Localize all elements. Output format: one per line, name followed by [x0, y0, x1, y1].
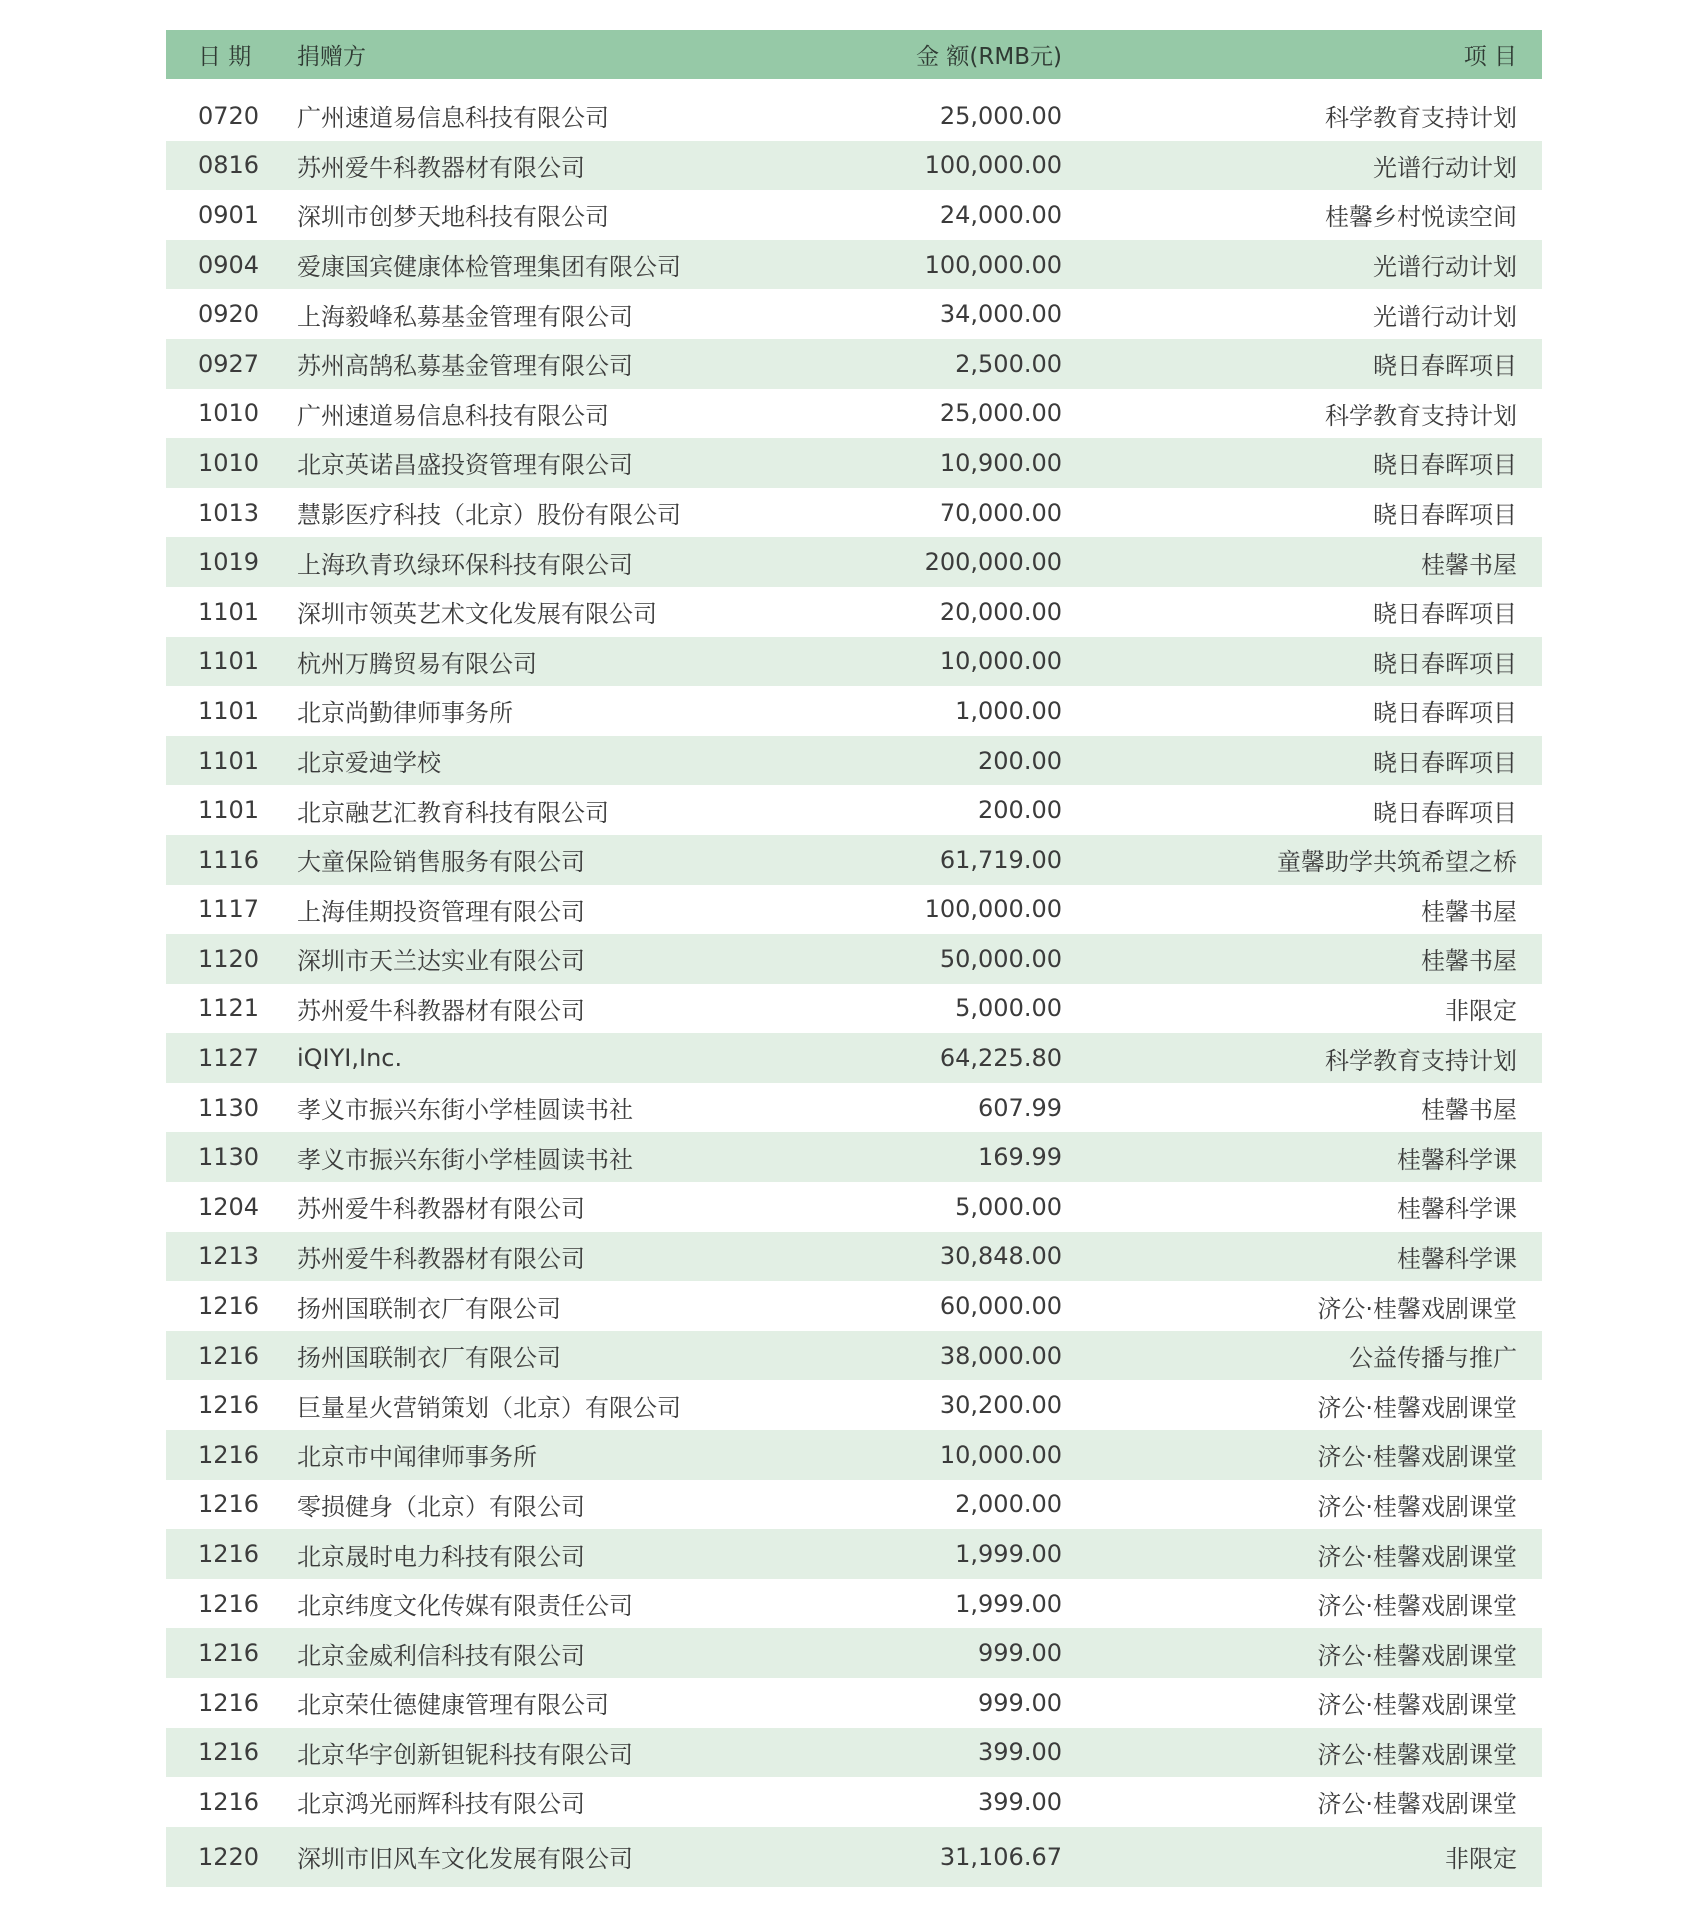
cell-amount: 20,000.00: [939, 597, 1062, 626]
table-row: [166, 637, 1542, 687]
donation-table: [166, 30, 1542, 1887]
table-row: [166, 885, 1542, 935]
cell-date: 1216: [198, 1341, 260, 1370]
table-row: [166, 289, 1542, 339]
cell-project: 晓日春晖项目: [1373, 649, 1517, 678]
cell-date: 1116: [198, 845, 260, 874]
cell-project: 晓日春晖项目: [1373, 798, 1517, 827]
cell-amount: 399.00: [978, 1738, 1062, 1767]
table-row: [166, 141, 1542, 191]
cell-donor: 苏州高鹄私募基金管理有限公司: [297, 352, 633, 381]
cell-donor: 北京纬度文化传媒有限责任公司: [297, 1592, 633, 1621]
table-row: [166, 1579, 1542, 1629]
cell-amount: 2,000.00: [955, 1490, 1062, 1519]
table-row: [166, 984, 1542, 1034]
table-row: [166, 1728, 1542, 1778]
cell-project: 济公·桂馨戏剧课堂: [1317, 1443, 1517, 1472]
cell-donor: 广州速道易信息科技有限公司: [297, 104, 609, 133]
table-row: [166, 1480, 1542, 1530]
cell-project: 桂馨书屋: [1421, 1096, 1517, 1125]
cell-donor: 广州速道易信息科技有限公司: [297, 401, 609, 430]
cell-date: 1120: [198, 944, 260, 973]
table-row: [166, 1529, 1542, 1579]
cell-project: 济公·桂馨戏剧课堂: [1317, 1542, 1517, 1571]
cell-date: 1117: [198, 895, 260, 924]
cell-project: 科学教育支持计划: [1325, 104, 1517, 133]
cell-date: 1216: [198, 1688, 260, 1717]
cell-amount: 10,900.00: [939, 448, 1062, 477]
table-row: [166, 488, 1542, 538]
table-row: [166, 1777, 1542, 1827]
cell-project: 济公·桂馨戏剧课堂: [1317, 1592, 1517, 1621]
cell-project: 济公·桂馨戏剧课堂: [1317, 1294, 1517, 1323]
cell-amount: 200,000.00: [924, 548, 1062, 577]
cell-amount: 10,000.00: [939, 1440, 1062, 1469]
cell-date: 1101: [198, 597, 260, 626]
cell-date: 1121: [198, 994, 260, 1023]
cell-date: 0901: [198, 200, 260, 229]
cell-project: 桂馨乡村悦读空间: [1325, 203, 1517, 232]
cell-donor: 北京鸿光丽辉科技有限公司: [297, 1790, 585, 1819]
cell-amount: 30,848.00: [939, 1242, 1062, 1271]
cell-amount: 24,000.00: [939, 200, 1062, 229]
table-row: [166, 389, 1542, 439]
cell-donor: 扬州国联制衣厂有限公司: [297, 1294, 561, 1323]
cell-project: 桂馨书屋: [1421, 897, 1517, 926]
cell-project: 济公·桂馨戏剧课堂: [1317, 1790, 1517, 1819]
table-row: [166, 1380, 1542, 1430]
cell-date: 1101: [198, 796, 260, 825]
cell-date: 1216: [198, 1292, 260, 1321]
cell-date: 1101: [198, 696, 260, 725]
cell-amount: 60,000.00: [939, 1292, 1062, 1321]
table-row: [166, 1331, 1542, 1381]
cell-donor: 北京晟时电力科技有限公司: [297, 1542, 585, 1571]
table-row: [166, 686, 1542, 736]
cell-date: 1216: [198, 1738, 260, 1767]
cell-amount: 61,719.00: [939, 845, 1062, 874]
cell-date: 1216: [198, 1490, 260, 1519]
cell-donor: 深圳市创梦天地科技有限公司: [297, 203, 609, 232]
cell-amount: 200.00: [978, 796, 1062, 825]
cell-donor: 苏州爱牛科教器材有限公司: [297, 1195, 585, 1224]
cell-donor: iQIYI,Inc.: [297, 1044, 403, 1073]
cell-project: 晓日春晖项目: [1373, 699, 1517, 728]
cell-amount: 100,000.00: [924, 151, 1062, 180]
cell-amount: 25,000.00: [939, 101, 1062, 130]
cell-amount: 34,000.00: [939, 300, 1062, 329]
cell-donor: 大童保险销售服务有限公司: [297, 848, 585, 877]
cell-donor: 北京英诺昌盛投资管理有限公司: [297, 451, 633, 480]
cell-donor: 孝义市振兴东街小学桂圆读书社: [297, 1096, 633, 1125]
cell-donor: 北京尚勤律师事务所: [297, 699, 513, 728]
cell-date: 1204: [198, 1192, 260, 1221]
cell-date: 1216: [198, 1440, 260, 1469]
cell-donor: 北京融艺汇教育科技有限公司: [297, 798, 609, 827]
cell-amount: 1,999.00: [955, 1589, 1062, 1618]
cell-project: 晓日春晖项目: [1373, 749, 1517, 778]
cell-project: 桂馨书屋: [1421, 947, 1517, 976]
table-body: [166, 91, 1542, 1887]
cell-amount: 999.00: [978, 1639, 1062, 1668]
table-row: [166, 1281, 1542, 1331]
cell-date: 1010: [198, 448, 260, 477]
cell-amount: 70,000.00: [939, 498, 1062, 527]
cell-project: 科学教育支持计划: [1325, 1046, 1517, 1075]
cell-amount: 30,200.00: [939, 1391, 1062, 1420]
cell-project: 童馨助学共筑希望之桥: [1277, 848, 1517, 877]
cell-date: 1216: [198, 1540, 260, 1569]
cell-amount: 50,000.00: [939, 944, 1062, 973]
cell-project: 科学教育支持计划: [1325, 401, 1517, 430]
cell-donor: 苏州爱牛科教器材有限公司: [297, 996, 585, 1025]
cell-donor: 上海玖青玖绿环保科技有限公司: [297, 550, 633, 579]
header-donor: 捐赠方: [297, 44, 366, 70]
cell-donor: 上海佳期投资管理有限公司: [297, 897, 585, 926]
cell-amount: 100,000.00: [924, 895, 1062, 924]
cell-project: 济公·桂馨戏剧课堂: [1317, 1691, 1517, 1720]
header-project: 项 目: [1463, 44, 1517, 70]
cell-date: 1213: [198, 1242, 260, 1271]
cell-date: 1013: [198, 498, 260, 527]
cell-date: 1216: [198, 1787, 260, 1816]
cell-date: 1216: [198, 1639, 260, 1668]
cell-donor: 杭州万腾贸易有限公司: [297, 649, 537, 678]
cell-amount: 64,225.80: [939, 1044, 1062, 1073]
cell-date: 1130: [198, 1143, 260, 1172]
cell-date: 1010: [198, 399, 260, 428]
cell-date: 0904: [198, 250, 260, 279]
cell-amount: 169.99: [978, 1143, 1062, 1172]
cell-donor: 爱康国宾健康体检管理集团有限公司: [297, 253, 681, 282]
cell-amount: 31,106.67: [939, 1842, 1062, 1871]
cell-date: 0920: [198, 300, 260, 329]
cell-donor: 北京华宇创新钽铌科技有限公司: [297, 1740, 633, 1769]
cell-project: 济公·桂馨戏剧课堂: [1317, 1492, 1517, 1521]
table-row: [166, 339, 1542, 389]
cell-project: 晓日春晖项目: [1373, 352, 1517, 381]
cell-date: 1216: [198, 1391, 260, 1420]
cell-project: 桂馨科学课: [1397, 1195, 1517, 1224]
table-row: [166, 438, 1542, 488]
cell-donor: 北京爱迪学校: [297, 749, 441, 778]
header-gap: [166, 79, 1542, 91]
table-row: [166, 1430, 1542, 1480]
cell-date: 1216: [198, 1589, 260, 1618]
cell-date: 0816: [198, 151, 260, 180]
cell-donor: 深圳市旧风车文化发展有限公司: [297, 1845, 633, 1874]
cell-donor: 零损健身（北京）有限公司: [297, 1492, 585, 1521]
cell-amount: 399.00: [978, 1787, 1062, 1816]
cell-donor: 巨量星火营销策划（北京）有限公司: [297, 1393, 681, 1422]
cell-project: 光谱行动计划: [1373, 153, 1517, 182]
table-row: [166, 736, 1542, 786]
cell-date: 0927: [198, 349, 260, 378]
header-date: 日 期: [198, 44, 252, 70]
cell-donor: 扬州国联制衣厂有限公司: [297, 1344, 561, 1373]
cell-project: 晓日春晖项目: [1373, 451, 1517, 480]
cell-amount: 38,000.00: [939, 1341, 1062, 1370]
table-row: [166, 190, 1542, 240]
cell-donor: 苏州爱牛科教器材有限公司: [297, 1244, 585, 1273]
table-row: [166, 1182, 1542, 1232]
cell-donor: 苏州爱牛科教器材有限公司: [297, 153, 585, 182]
header-amount: 金 额(RMB元): [916, 44, 1062, 70]
table-row: [166, 587, 1542, 637]
table-row: [166, 1033, 1542, 1083]
cell-amount: 5,000.00: [955, 1192, 1062, 1221]
table-row: [166, 1132, 1542, 1182]
cell-date: 1101: [198, 746, 260, 775]
cell-date: 0720: [198, 101, 260, 130]
cell-amount: 5,000.00: [955, 994, 1062, 1023]
cell-amount: 10,000.00: [939, 647, 1062, 676]
table-row: [166, 537, 1542, 587]
cell-project: 非限定: [1445, 996, 1517, 1025]
cell-amount: 100,000.00: [924, 250, 1062, 279]
cell-donor: 孝义市振兴东街小学桂圆读书社: [297, 1145, 633, 1174]
cell-project: 桂馨书屋: [1421, 550, 1517, 579]
cell-project: 济公·桂馨戏剧课堂: [1317, 1641, 1517, 1670]
cell-project: 桂馨科学课: [1397, 1145, 1517, 1174]
cell-date: 1127: [198, 1044, 260, 1073]
table-header: [166, 30, 1542, 79]
cell-donor: 深圳市天兰达实业有限公司: [297, 947, 585, 976]
cell-project: 非限定: [1445, 1845, 1517, 1874]
table-row: [166, 1232, 1542, 1282]
cell-donor: 上海毅峰私募基金管理有限公司: [297, 302, 633, 331]
cell-date: 1130: [198, 1093, 260, 1122]
cell-donor: 北京市中闻律师事务所: [297, 1443, 537, 1472]
cell-amount: 999.00: [978, 1688, 1062, 1717]
cell-amount: 200.00: [978, 746, 1062, 775]
cell-project: 晓日春晖项目: [1373, 501, 1517, 530]
table-row: [166, 1628, 1542, 1678]
cell-date: 1019: [198, 548, 260, 577]
cell-amount: 25,000.00: [939, 399, 1062, 428]
cell-date: 1220: [198, 1842, 260, 1871]
table-row: [166, 91, 1542, 141]
cell-donor: 深圳市领英艺术文化发展有限公司: [297, 600, 657, 629]
table-row: [166, 1083, 1542, 1133]
cell-amount: 2,500.00: [955, 349, 1062, 378]
cell-project: 济公·桂馨戏剧课堂: [1317, 1740, 1517, 1769]
cell-project: 光谱行动计划: [1373, 302, 1517, 331]
cell-amount: 1,999.00: [955, 1540, 1062, 1569]
cell-amount: 607.99: [978, 1093, 1062, 1122]
table-row: [166, 240, 1542, 290]
cell-project: 光谱行动计划: [1373, 253, 1517, 282]
cell-donor: 慧影医疗科技（北京）股份有限公司: [297, 501, 681, 530]
cell-donor: 北京荣仕德健康管理有限公司: [297, 1691, 609, 1720]
cell-amount: 1,000.00: [955, 696, 1062, 725]
table-row: [166, 835, 1542, 885]
cell-project: 济公·桂馨戏剧课堂: [1317, 1393, 1517, 1422]
table-row: [166, 1827, 1542, 1887]
cell-donor: 北京金威利信科技有限公司: [297, 1641, 585, 1670]
cell-project: 桂馨科学课: [1397, 1244, 1517, 1273]
cell-date: 1101: [198, 647, 260, 676]
cell-project: 晓日春晖项目: [1373, 600, 1517, 629]
table-row: [166, 785, 1542, 835]
table-row: [166, 1678, 1542, 1728]
table-row: [166, 934, 1542, 984]
cell-project: 公益传播与推广: [1349, 1344, 1517, 1373]
